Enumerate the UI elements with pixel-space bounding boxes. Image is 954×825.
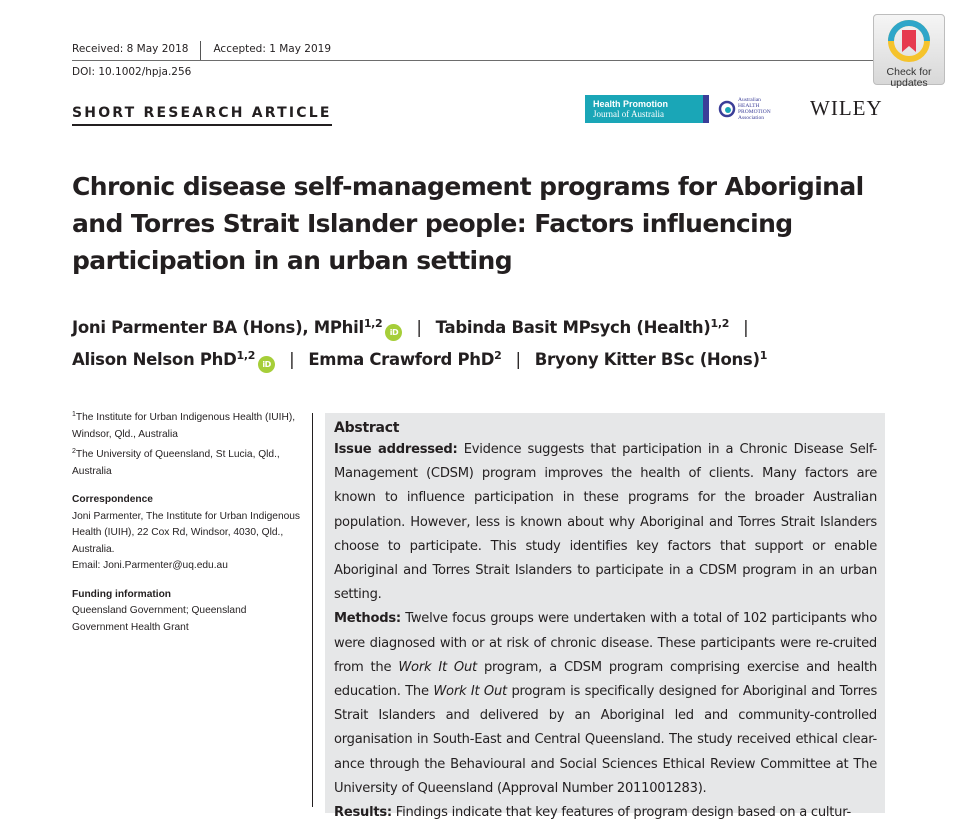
journal-logo-line2: Journal of Australia [593, 109, 664, 119]
journal-logo-line1: Health Promotion [593, 99, 669, 109]
correspondence-email[interactable]: Email: Joni.Parmenter@uq.edu.au [72, 560, 228, 571]
check-for-updates-line1: Check for [886, 66, 932, 78]
journal-logo[interactable] [585, 95, 709, 123]
author-separator: | [743, 318, 749, 337]
affiliation: $^1$The Institute for Urban Indigenous Health (IUIH), Windsor, Qld., Australia [72, 411, 296, 440]
orcid-icon[interactable]: iD [258, 356, 275, 373]
author-separator: | [289, 350, 295, 369]
doi[interactable]: DOI: 10.1002/hpja.256 [72, 66, 192, 78]
author[interactable]: Joni Parmenter BA (Hons), MPhil$^{1,2}$iD [72, 318, 402, 337]
abstract-methods: Methods: Twelve focus groups were undertaken with a total of 102 participants who were diagnosed with or at risk of chronic disease. These participants were re-cruited from the Work It Out program, a CDSM program comprising exercise and health education. The Work It Out program is specifically designed for Aboriginal and Torres Strait Islanders and delivered by an Aboriginal led and community-controlled organisation in South-East and Central Queensland. The study received ethical clear-ance through the Behavioural and Social Sciences Ethical Review Committee at The University of Queensland (Approval Number 2011001283). [334, 611, 878, 796]
association-logo-line3: PROMOTION [738, 109, 771, 115]
abstract-issue: Issue addressed: Evidence suggests that participation in a Chronic Disease Self-Management (CDSM) program improves the health of clients. Many factors are known to influence participation in these programs for the broader Australian population. However, less is known about why Aboriginal and Torres Strait Islanders choose to participate. This study identifies key factors that support or enable Aboriginal and Torres Strait Islanders to participate in a CDSM program in an urban setting. [334, 442, 878, 603]
article-type: SHORT RESEARCH ARTICLE [72, 105, 332, 126]
association-logo [718, 96, 790, 122]
publisher-logo[interactable]: WILEY [810, 96, 883, 120]
abstract-heading: Abstract [334, 420, 400, 436]
bookmark-icon [887, 19, 931, 63]
orcid-icon[interactable]: iD [385, 324, 402, 341]
association-logo-line2: HEALTH [738, 103, 760, 109]
funding-text: Queensland Government; Queensland Government Health Grant [72, 605, 247, 633]
association-logo-line1: Australian [738, 97, 761, 103]
accepted-date: Accepted: 1 May 2019 [213, 43, 332, 55]
affiliation: $^2$The University of Queensland, St Lucia, Qld., Australia [72, 448, 280, 477]
article-title: Chronic disease self-management programs for Aboriginal and Torres Strait Islander people: Factors influencing participation in an urban setting [72, 172, 864, 275]
author-separator: | [416, 318, 422, 337]
association-swirl-icon [718, 100, 736, 118]
received-date: Received: 8 May 2018 [72, 41, 201, 60]
abstract-box [325, 413, 885, 821]
article-dates [72, 41, 874, 61]
check-for-updates-line2: updates [890, 77, 928, 89]
author-separator: | [515, 350, 521, 369]
funding-heading: Funding information [72, 588, 172, 600]
author[interactable]: Alison Nelson PhD$^{1,2}$iD [72, 350, 275, 369]
author[interactable]: Emma Crawford PhD$^2$ [308, 349, 502, 369]
affiliations-column [72, 410, 304, 636]
author[interactable]: Bryony Kitter BSc (Hons)$^1$ [534, 349, 768, 369]
column-divider [312, 413, 313, 807]
check-for-updates-button[interactable] [873, 14, 945, 89]
correspondence-heading: Correspondence [72, 494, 153, 505]
author[interactable]: Tabinda Basit MPsych (Health)$^{1,2}$ [435, 317, 730, 337]
author-list [72, 312, 892, 376]
correspondence-address: Joni Parmenter, The Institute for Urban Indigenous Health (IUIH), 22 Cox Rd, Windsor, 4030, Qld., Australia. [72, 510, 301, 555]
abstract-results: Results: Findings indicate that key features of program design based on a cultur- [334, 805, 851, 821]
association-logo-line4: Association [738, 115, 764, 121]
